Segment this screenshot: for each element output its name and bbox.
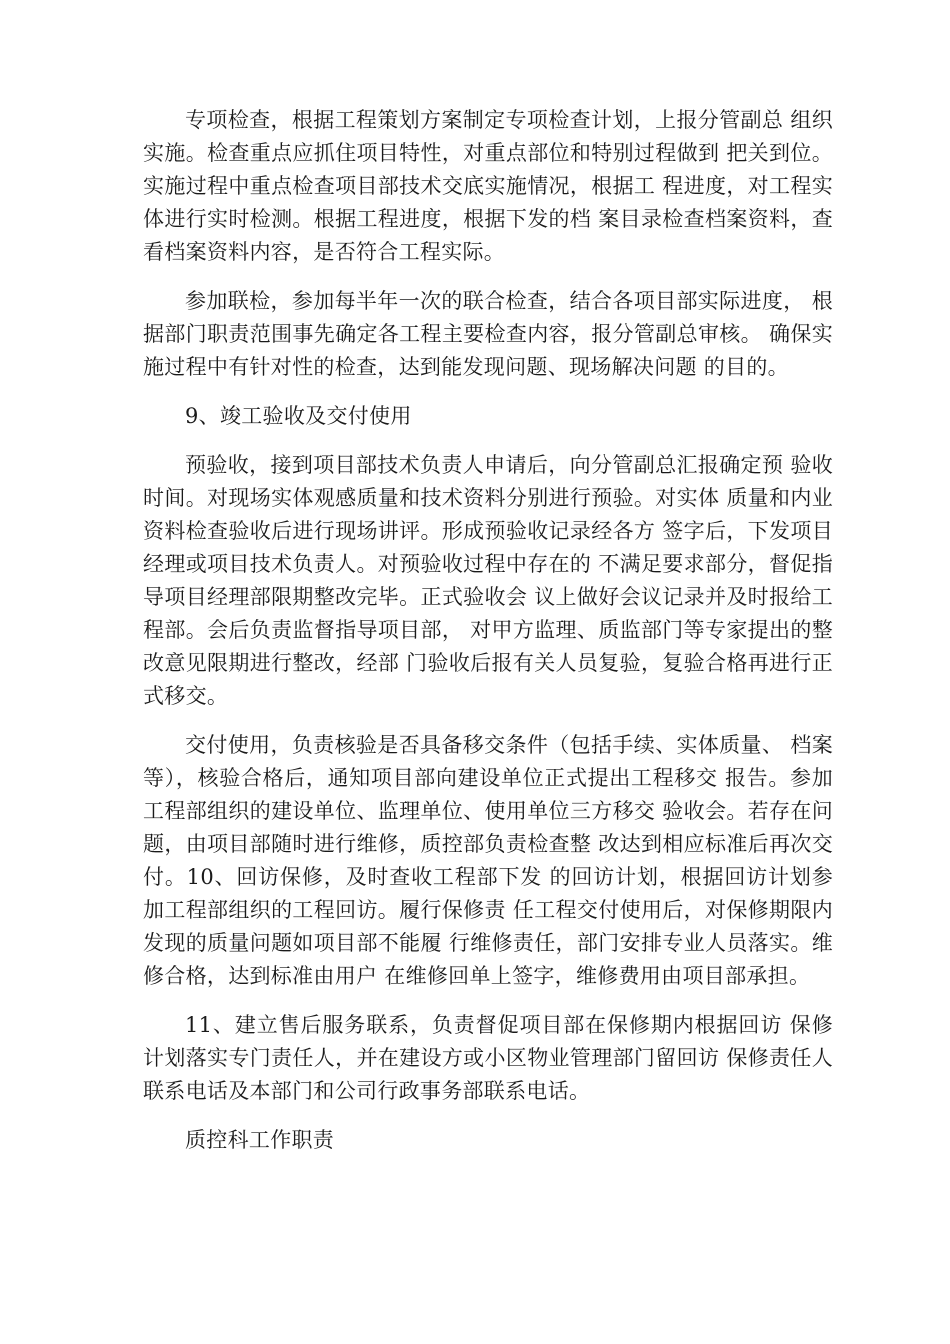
section-heading-quality-control-duties: 质控科工作职责 [185,1128,335,1152]
paragraph-joint-inspection: 参加联检，参加每半年一次的联合检查，结合各项目部实际进度， 根据部门职责范围事先确定各工程主要检查内容，报分管副总审核。 确保实施过程中有针对性的检查，达到能发现问题、现场解决问题 的目的。 [143,289,833,379]
paragraph-after-sales-service: 11、建立售后服务联系，负责督促项目部在保修期内根据回访 保修计划落实专门责任人，并在建设方或小区物业管理部门留回访 保修责任人联系电话及本部门和公司行政事务部联系电话。 [143,1013,833,1103]
document-body [143,104,833,1173]
paragraph-special-inspection: 专项检查，根据工程策划方案制定专项检查计划，上报分管副总 组织实施。检查重点应抓住项目特性，对重点部位和特别过程做到 把关到位。实施过程中重点检查项目部技术交底实施情况，根据工 程进度，对工程实体进行实时检测。根据工程进度，根据下发的档 案目录检查档案资料，查看档案资料内容，是否符合工程实际。 [143,108,833,264]
paragraph-delivery-use: 交付使用，负责核验是否具备移交条件（包括手续、实体质量、 档案等），核验合格后，通知项目部向建设单位正式提出工程移交 报告。参加工程部组织的建设单位、监理单位、使用单位三方移交 验收会。若存在问题，由项目部随时进行维修，质控部负责检查整 改达到相应标准后再次交付。10、回访保修，及时查收工程部下发 的回访计划，根据回访计划参加工程部组织的工程回访。履行保修责 任工程交付使用后，对保修期限内发现的质量问题如项目部不能履 行维修责任，部门安排专业人员落实。维修合格，达到标准由用户 在维修回单上签字，维修费用由项目部承担。 [143,733,833,988]
section-heading-completion-acceptance: 9、竣工验收及交付使用 [185,404,412,428]
paragraph-pre-acceptance: 预验收，接到项目部技术负责人申请后，向分管副总汇报确定预 验收时间。对现场实体观感质量和技术资料分别进行预验。对实体 质量和内业资料检查验收后进行现场讲评。形成预验收记录经各方 签字后，下发项目经理或项目技术负责人。对预验收过程中存在的 不满足要求部分，督促指导项目经理部限期整改完毕。正式验收会 议上做好会议记录并及时报给工程部。会后负责监督指导项目部， 对甲方监理、质监部门等专家提出的整改意见限期进行整改，经部 门验收后报有关人员复验，复验合格再进行正式移交。 [143,453,833,708]
